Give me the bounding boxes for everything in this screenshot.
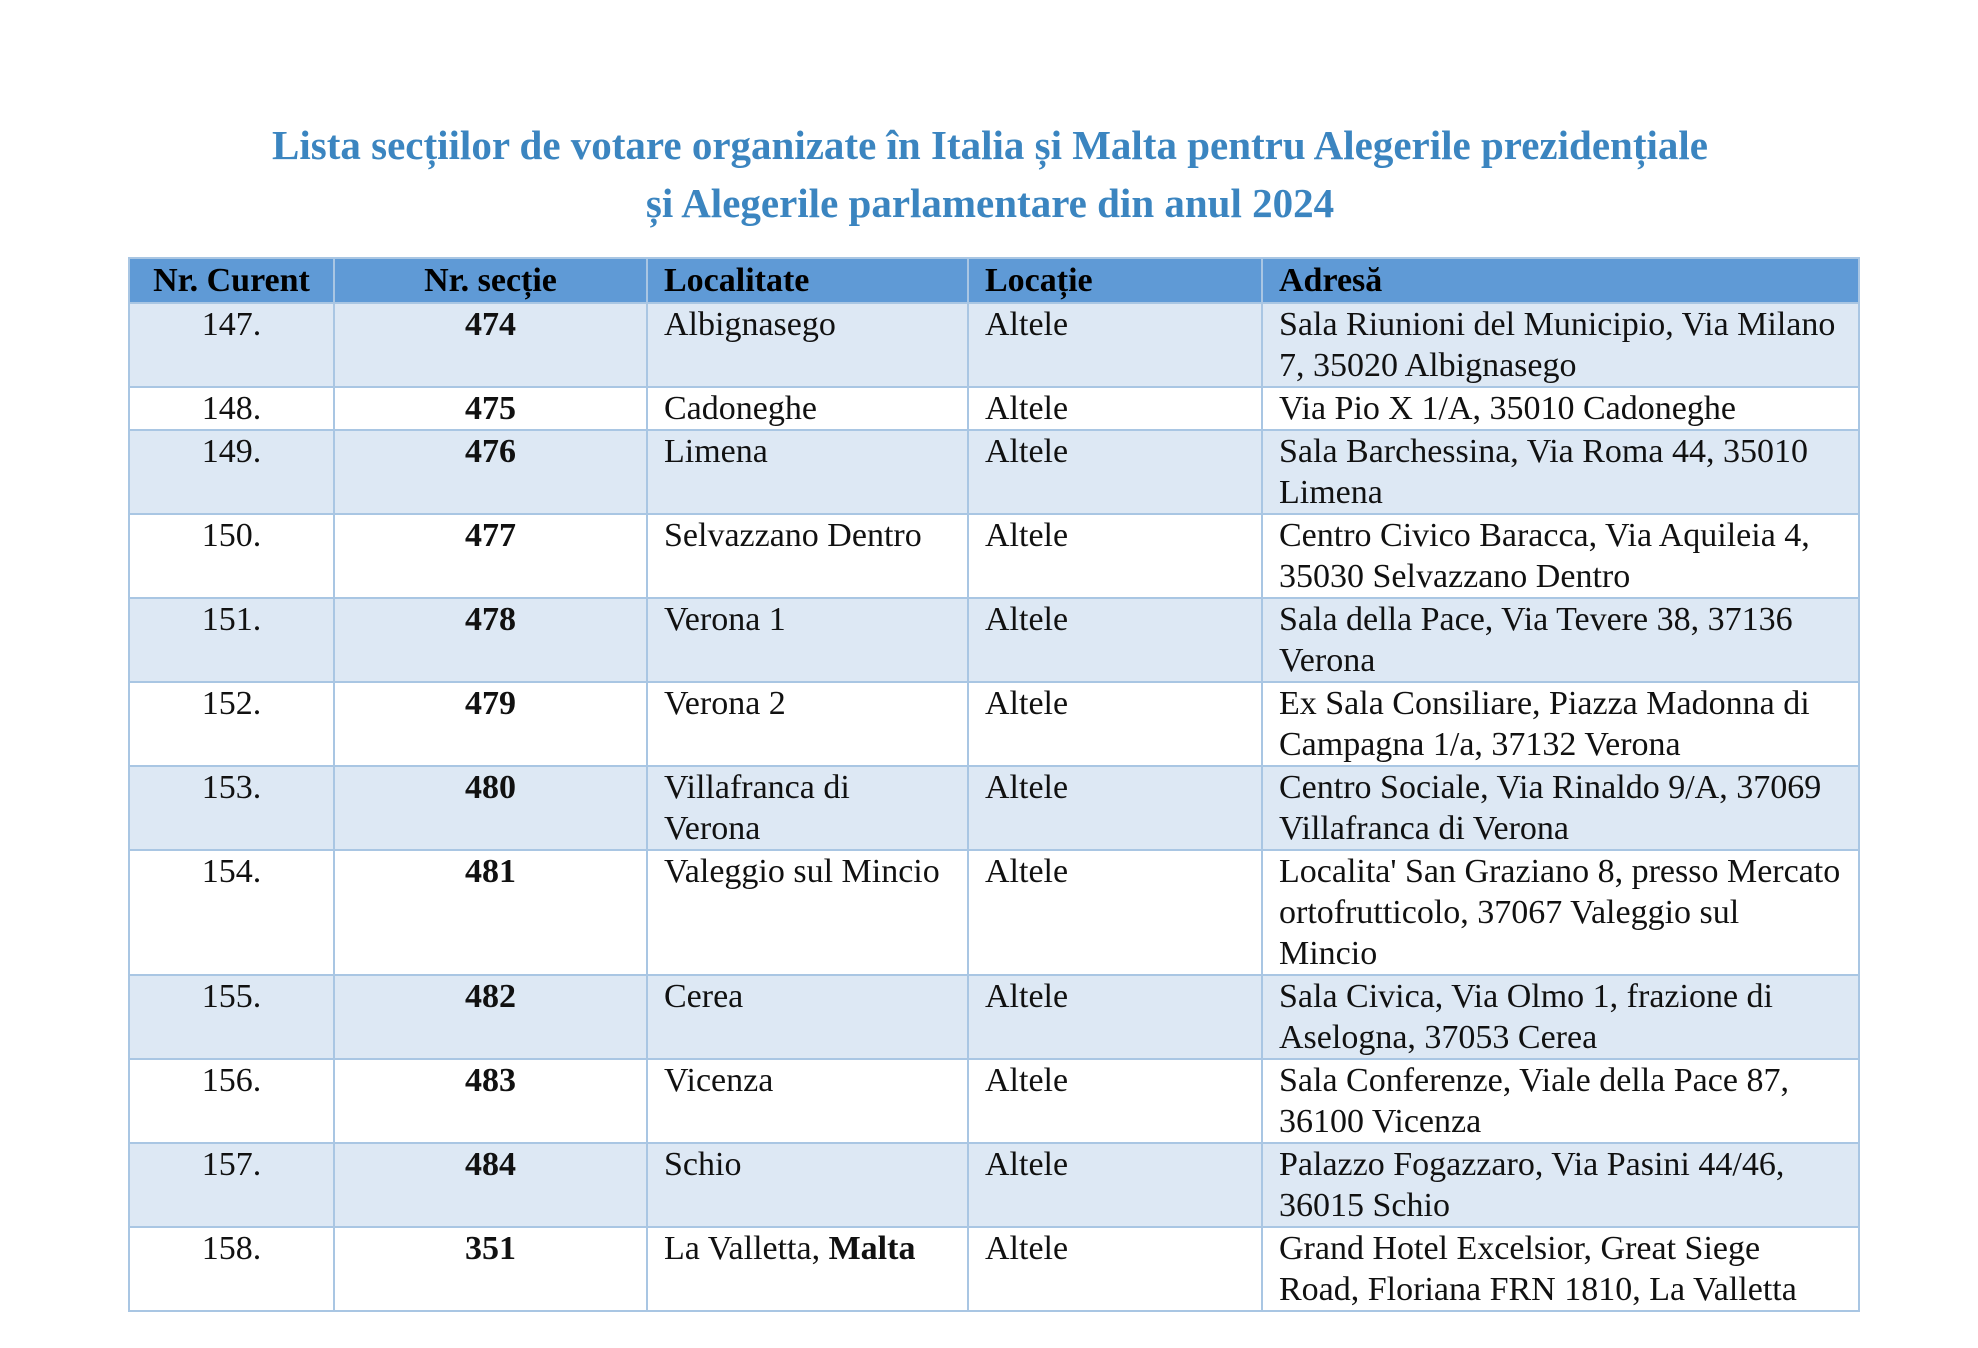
table-row [129, 598, 1859, 682]
cell-localitate [647, 303, 968, 387]
cell-locatie: Altele [968, 1059, 1262, 1143]
cell-adresa: Palazzo Fogazzaro, Via Pasini 44/46, 36015 Schio [1262, 1143, 1859, 1227]
table-row [129, 850, 1859, 975]
cell-nr-curent: 155. [129, 975, 334, 1059]
cell-locatie: Altele [968, 975, 1262, 1059]
table-row [129, 430, 1859, 514]
cell-nr-curent: 151. [129, 598, 334, 682]
cell-localitate [647, 766, 968, 850]
table-row [129, 1227, 1859, 1311]
cell-locatie: Altele [968, 1227, 1262, 1311]
cell-localitate [647, 975, 968, 1059]
table-body [129, 303, 1859, 1311]
localitate-text: Verona 1 [664, 601, 786, 638]
localitate-text: La Valletta, [664, 1230, 829, 1267]
localitate-text: Selvazzano Dentro [664, 517, 922, 554]
cell-localitate [647, 514, 968, 598]
localitate-text: Valeggio sul Mincio [664, 853, 940, 890]
cell-adresa: Localita' San Graziano 8, presso Mercato ortofrutticolo, 37067 Valeggio sul Mincio [1262, 850, 1859, 975]
cell-nr-sectie: 481 [334, 850, 647, 975]
cell-nr-sectie: 484 [334, 1143, 647, 1227]
cell-nr-sectie: 480 [334, 766, 647, 850]
cell-localitate [647, 598, 968, 682]
localitate-country: Malta [828, 1230, 916, 1267]
cell-adresa: Ex Sala Consiliare, Piazza Madonna di Campagna 1/a, 37132 Verona [1262, 682, 1859, 766]
cell-nr-sectie: 475 [334, 387, 647, 430]
table-row [129, 975, 1859, 1059]
table-row [129, 766, 1859, 850]
cell-nr-sectie: 477 [334, 514, 647, 598]
header-locatie: Locație [968, 258, 1262, 303]
cell-adresa: Centro Civico Baracca, Via Aquileia 4, 35030 Selvazzano Dentro [1262, 514, 1859, 598]
cell-nr-curent: 158. [129, 1227, 334, 1311]
cell-nr-curent: 157. [129, 1143, 334, 1227]
cell-locatie: Altele [968, 850, 1262, 975]
cell-locatie: Altele [968, 598, 1262, 682]
header-row [129, 258, 1859, 303]
cell-adresa: Sala Barchessina, Via Roma 44, 35010 Limena [1262, 430, 1859, 514]
localitate-text: Limena [664, 433, 768, 470]
table-row [129, 1059, 1859, 1143]
cell-locatie: Altele [968, 303, 1262, 387]
cell-nr-sectie: 482 [334, 975, 647, 1059]
cell-localitate [647, 850, 968, 975]
table-header [129, 258, 1859, 303]
cell-localitate [647, 682, 968, 766]
table-row [129, 1143, 1859, 1227]
cell-adresa: Sala Conferenze, Viale della Pace 87, 36100 Vicenza [1262, 1059, 1859, 1143]
cell-locatie: Altele [968, 514, 1262, 598]
cell-nr-curent: 147. [129, 303, 334, 387]
cell-nr-curent: 150. [129, 514, 334, 598]
localitate-text: Schio [664, 1146, 742, 1183]
header-nr-curent: Nr. Curent [129, 258, 334, 303]
cell-locatie: Altele [968, 766, 1262, 850]
table-row [129, 303, 1859, 387]
cell-localitate [647, 387, 968, 430]
cell-nr-curent: 154. [129, 850, 334, 975]
cell-nr-sectie: 476 [334, 430, 647, 514]
title-line-1: Lista secțiilor de votare organizate în Italia și Malta pentru Alegerile prezidențiale [272, 122, 1708, 168]
localitate-text: Cadoneghe [664, 390, 817, 427]
table-row [129, 682, 1859, 766]
cell-nr-curent: 152. [129, 682, 334, 766]
localitate-text: Verona 2 [664, 685, 786, 722]
header-localitate: Localitate [647, 258, 968, 303]
polling-stations-table [128, 257, 1860, 1312]
cell-nr-sectie: 479 [334, 682, 647, 766]
cell-nr-sectie: 351 [334, 1227, 647, 1311]
page-title [130, 116, 1850, 232]
cell-adresa: Sala Civica, Via Olmo 1, frazione di Aselogna, 37053 Cerea [1262, 975, 1859, 1059]
cell-locatie: Altele [968, 387, 1262, 430]
localitate-text: Albignasego [664, 306, 836, 343]
cell-nr-sectie: 483 [334, 1059, 647, 1143]
cell-adresa: Via Pio X 1/A, 35010 Cadoneghe [1262, 387, 1859, 430]
cell-locatie: Altele [968, 430, 1262, 514]
cell-locatie: Altele [968, 1143, 1262, 1227]
cell-nr-sectie: 474 [334, 303, 647, 387]
cell-nr-curent: 153. [129, 766, 334, 850]
cell-nr-curent: 148. [129, 387, 334, 430]
localitate-text: Cerea [664, 978, 744, 1015]
table-row [129, 387, 1859, 430]
cell-localitate [647, 1227, 968, 1311]
cell-nr-curent: 156. [129, 1059, 334, 1143]
cell-locatie: Altele [968, 682, 1262, 766]
cell-adresa: Sala della Pace, Via Tevere 38, 37136 Verona [1262, 598, 1859, 682]
cell-adresa: Centro Sociale, Via Rinaldo 9/A, 37069 Villafranca di Verona [1262, 766, 1859, 850]
cell-nr-curent: 149. [129, 430, 334, 514]
localitate-text: Vicenza [664, 1062, 774, 1099]
cell-localitate [647, 1059, 968, 1143]
table-row [129, 514, 1859, 598]
header-adresa: Adresă [1262, 258, 1859, 303]
title-line-2: și Alegerile parlamentare din anul 2024 [645, 180, 1335, 226]
cell-adresa: Sala Riunioni del Municipio, Via Milano 7, 35020 Albignasego [1262, 303, 1859, 387]
cell-localitate [647, 1143, 968, 1227]
header-nr-sectie: Nr. secție [334, 258, 647, 303]
cell-nr-sectie: 478 [334, 598, 647, 682]
cell-localitate [647, 430, 968, 514]
cell-adresa: Grand Hotel Excelsior, Great Siege Road, Floriana FRN 1810, La Valletta [1262, 1227, 1859, 1311]
localitate-text: Villafranca di Verona [664, 769, 850, 847]
